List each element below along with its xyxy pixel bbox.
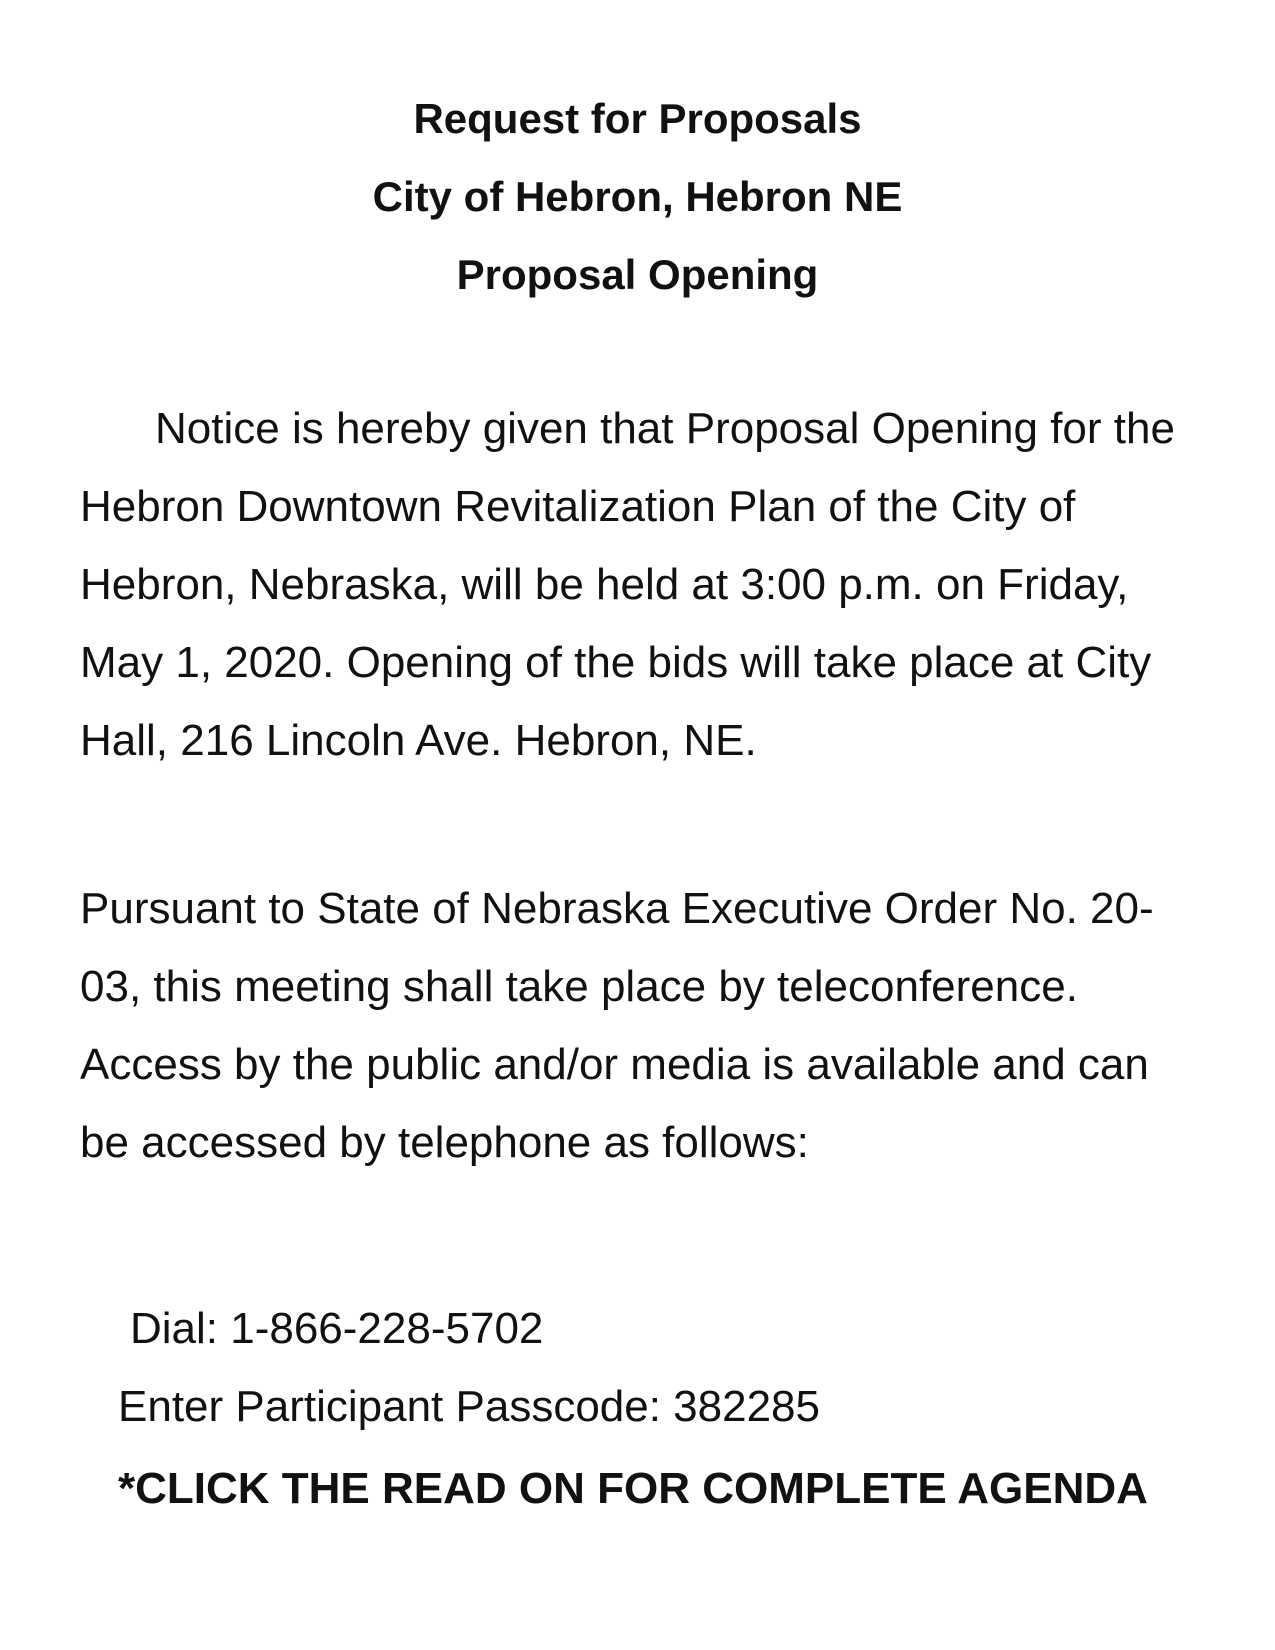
read-on-agenda-notice: *CLICK THE READ ON FOR COMPLETE AGENDA xyxy=(118,1464,1148,1513)
notice-paragraph-1 xyxy=(80,390,1210,780)
title-request-for-proposals: Request for Proposals xyxy=(413,95,862,142)
title-proposal-opening: Proposal Opening xyxy=(456,251,819,298)
notice-paragraph-1-text: Notice is hereby given that Proposal Opening for the Hebron Downtown Revitalization Plan of the City of Hebron, Nebraska, will be held at 3:00 p.m. on Friday, May 1, 2020. Opening of the bids will take place at City Hall, 216 Lincoln Ave. Hebron, NE. xyxy=(80,404,1175,765)
participant-passcode: Enter Participant Passcode: 382285 xyxy=(118,1382,821,1431)
notice-paragraph-2-text: Pursuant to State of Nebraska Executive Order No. 20-03, this meeting shall take place by teleconference. Access by the public and/or media is available and can be accessed by telephone as follows: xyxy=(80,884,1154,1167)
title-city: City of Hebron, Hebron NE xyxy=(372,173,903,220)
title-block xyxy=(0,80,1275,314)
notice-paragraph-2 xyxy=(80,870,1210,1182)
dial-number: Dial: 1-866-228-5702 xyxy=(130,1304,544,1353)
